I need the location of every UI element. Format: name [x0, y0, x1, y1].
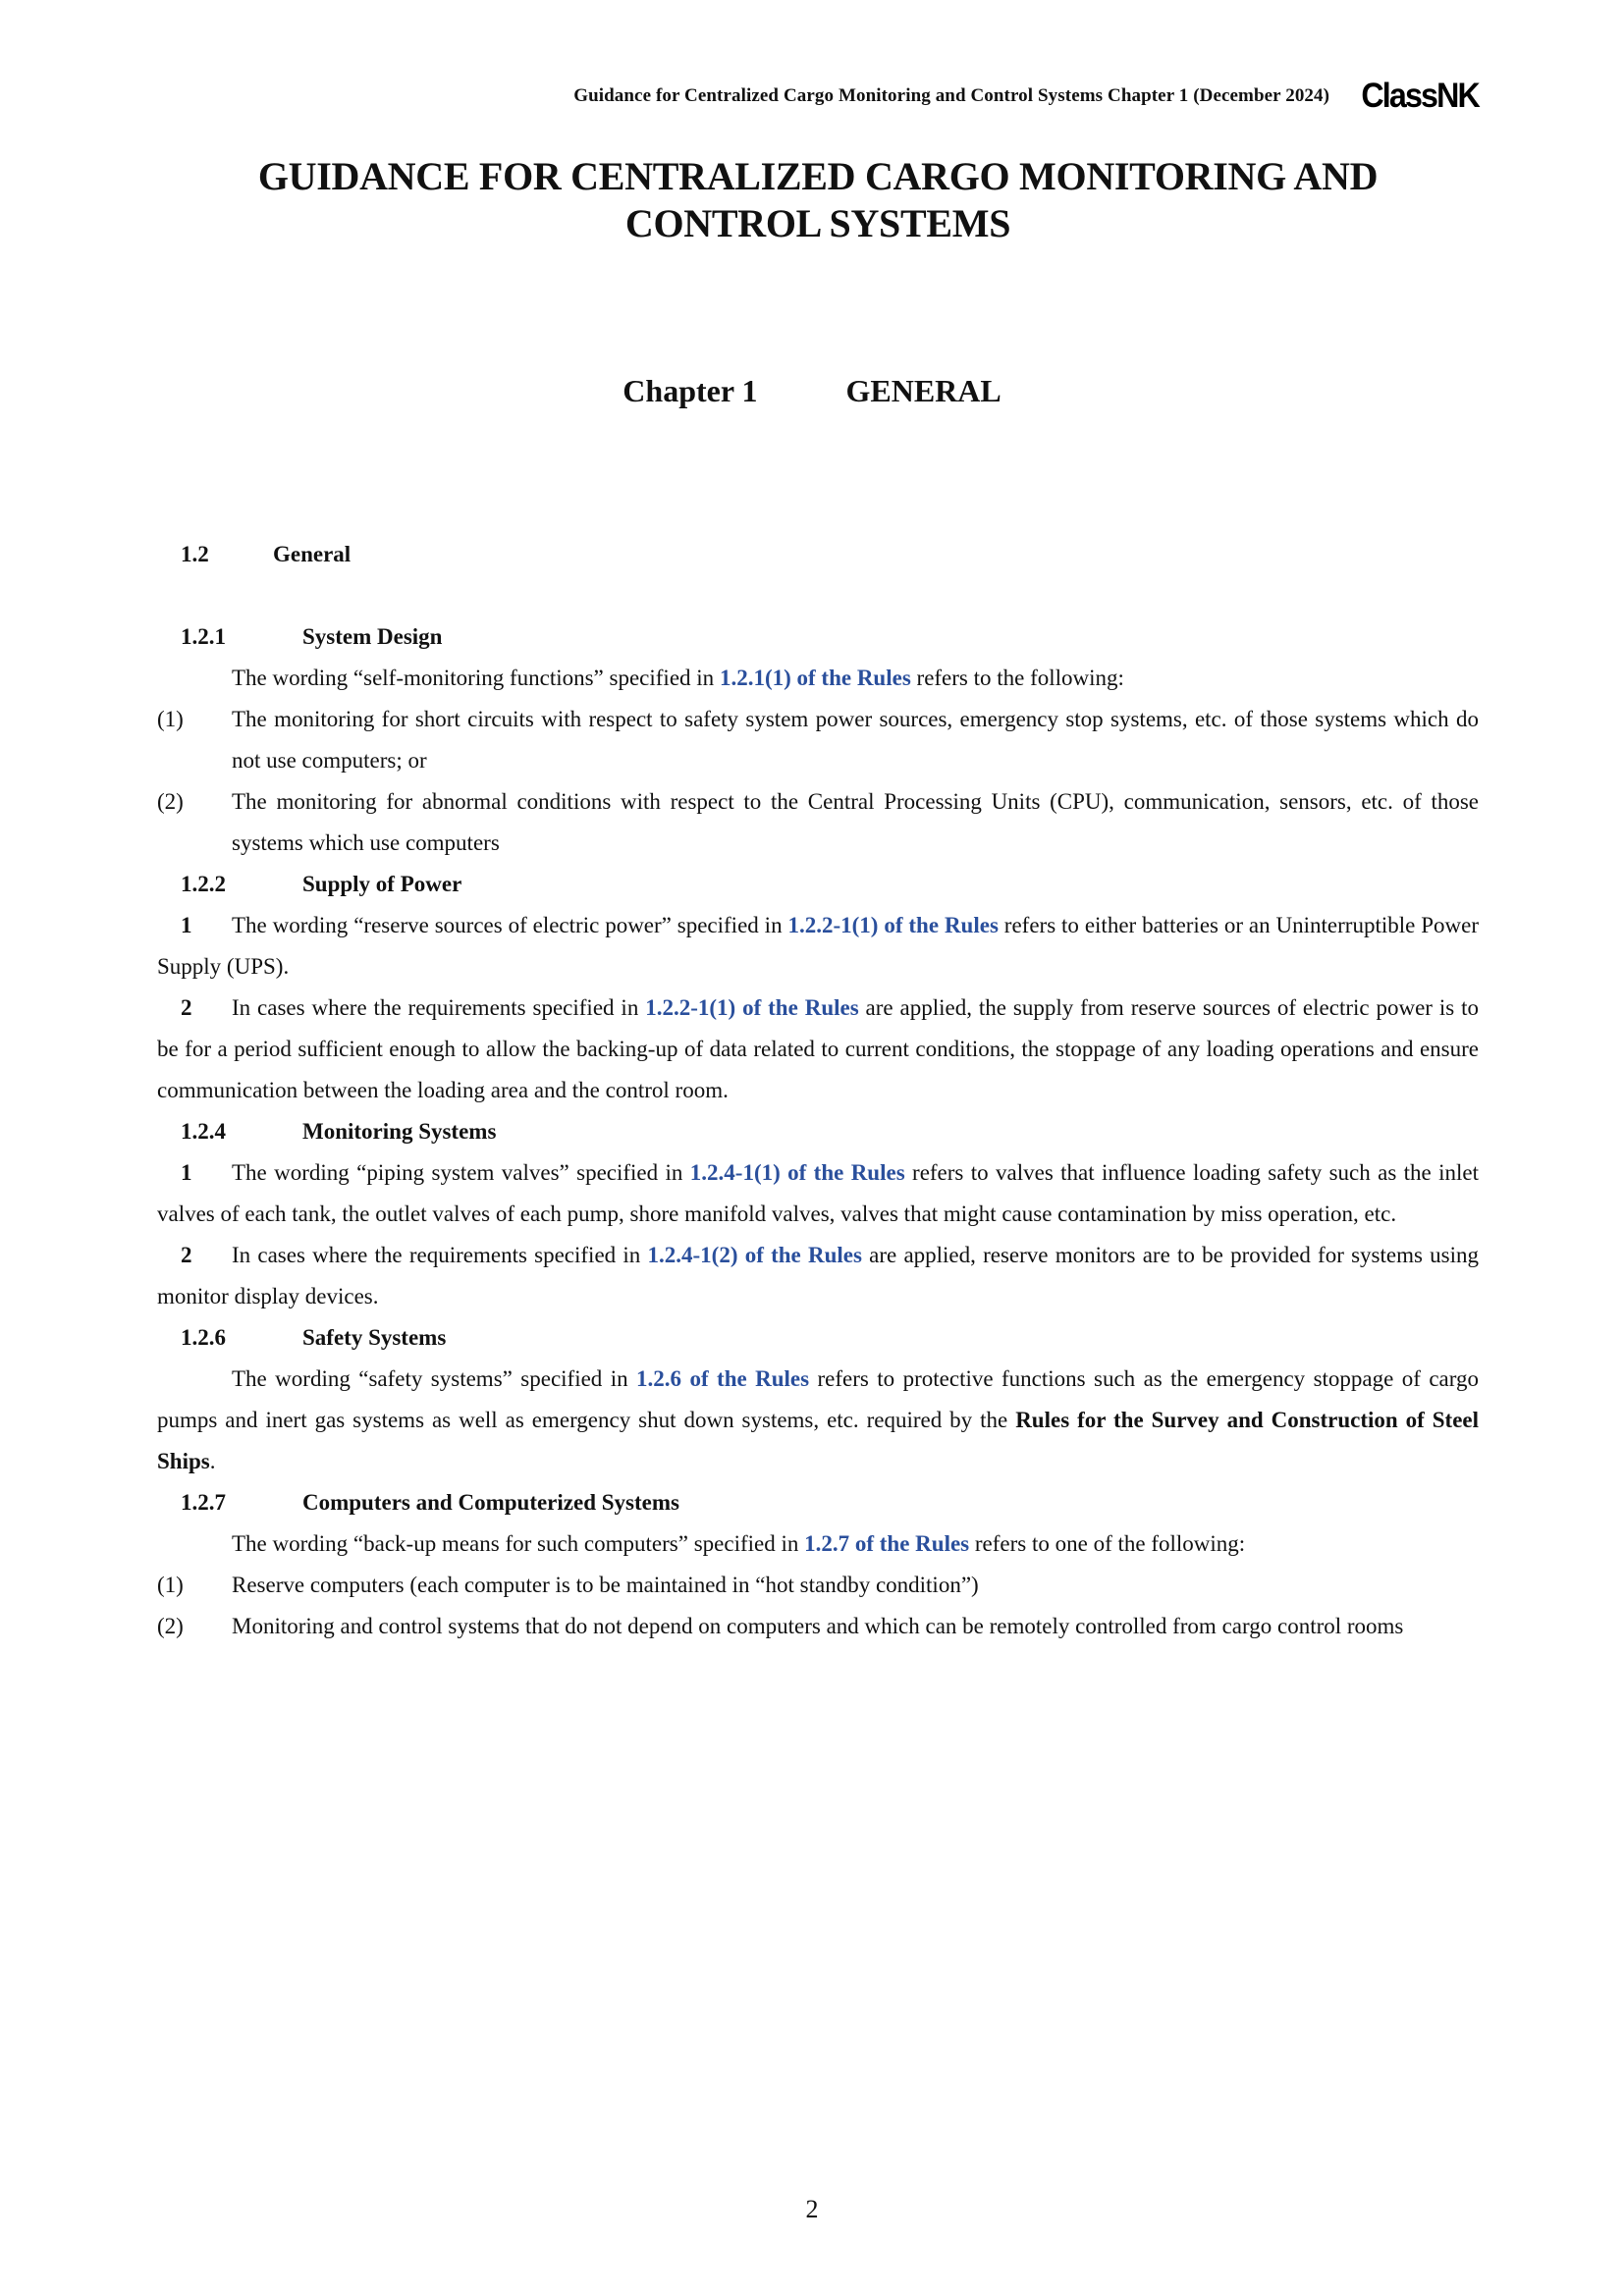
subsection-number: 1.2.7 — [181, 1490, 226, 1515]
paragraph — [157, 1359, 1479, 1482]
subsection-title: Monitoring Systems — [302, 1119, 497, 1144]
subsection-number: 1.2.2 — [181, 872, 226, 896]
paragraph — [157, 658, 1479, 699]
text: refers to either batteries or an Uninterruptible Power Supply (UPS). — [157, 913, 1479, 979]
list-label: (1) — [157, 707, 184, 731]
text: The wording “self-monitoring functions” specified in — [232, 666, 720, 690]
text: The wording “safety systems” specified in — [232, 1366, 637, 1391]
chapter-number: Chapter 1 — [623, 373, 758, 408]
section-number: 1.2 — [181, 542, 209, 566]
rules-reference-link[interactable]: 1.2.4-1(2) of the Rules — [647, 1243, 862, 1267]
list-item — [157, 781, 1479, 864]
subsection-heading-1-2-6 — [157, 1317, 1479, 1359]
paragraph-number: 2 — [181, 1243, 192, 1267]
paragraph-number: 1 — [181, 913, 192, 937]
text: The wording “reserve sources of electric power” specified in — [232, 913, 788, 937]
text: refers to one of the following: — [969, 1531, 1246, 1556]
numbered-paragraph — [157, 1152, 1479, 1235]
chapter-name: GENERAL — [845, 373, 1001, 408]
rules-reference-link[interactable]: 1.2.6 of the Rules — [636, 1366, 810, 1391]
running-title: Guidance for Centralized Cargo Monitoring and Control Systems Chapter 1 (December 2024) — [573, 85, 1330, 106]
list-item — [157, 1565, 1479, 1606]
text: The wording “piping system valves” specified in — [232, 1160, 690, 1185]
subsection-number: 1.2.6 — [181, 1325, 226, 1350]
chapter-heading — [0, 373, 1624, 409]
subsection-heading-1-2-2 — [157, 864, 1479, 905]
numbered-paragraph — [157, 988, 1479, 1111]
rules-reference-link[interactable]: 1.2.2-1(1) of the Rules — [645, 995, 859, 1020]
text: In cases where the requirements specified in — [232, 995, 646, 1020]
numbered-paragraph — [157, 1235, 1479, 1317]
numbered-paragraph — [157, 905, 1479, 988]
rules-reference-link[interactable]: 1.2.4-1(1) of the Rules — [689, 1160, 905, 1185]
text: are applied, reserve monitors are to be provided for systems using monitor display devices. — [157, 1243, 1479, 1308]
text: are applied, the supply from reserve sources of electric power is to be for a period sufficient enough to allow the backing-up of data related to current conditions, the stoppage of any loading operations and ensure communication between the loading area and the control room. — [157, 995, 1479, 1102]
paragraph — [157, 1523, 1479, 1565]
subsection-title: Safety Systems — [302, 1325, 447, 1350]
section-title: General — [273, 542, 352, 566]
list-label: (1) — [157, 1573, 184, 1597]
list-text: Reserve computers (each computer is to be maintained in “hot standby condition”) — [232, 1573, 979, 1597]
text: In cases where the requirements specified in — [232, 1243, 648, 1267]
text: refers to valves that influence loading safety such as the inlet valves of each tank, the outlet valves of each pump, shore manifold valves, valves that might cause contamination by miss operation, etc. — [157, 1160, 1480, 1226]
list-text: The monitoring for abnormal conditions with respect to the Central Processing Units (CPU), communication, sensors, etc. of those systems which use computers — [232, 789, 1479, 855]
page-number: 2 — [805, 2195, 819, 2223]
subsection-number: 1.2.1 — [181, 624, 226, 649]
section-heading — [181, 542, 351, 567]
subsection-heading-1-2-7 — [157, 1482, 1479, 1523]
rules-reference-link[interactable]: 1.2.2-1(1) of the Rules — [787, 913, 999, 937]
rules-reference-link[interactable]: 1.2.7 of the Rules — [804, 1531, 970, 1556]
list-label: (2) — [157, 789, 184, 814]
subsection-title: Computers and Computerized Systems — [302, 1490, 679, 1515]
paragraph-number: 1 — [181, 1160, 192, 1185]
paragraph-number: 2 — [181, 995, 192, 1020]
list-item — [157, 699, 1479, 781]
rules-reference-link[interactable]: 1.2.1(1) of the Rules — [719, 666, 911, 690]
subsection-heading-1-2-1 — [157, 616, 1479, 658]
list-text: Monitoring and control systems that do not depend on computers and which can be remotely controlled from cargo control rooms — [232, 1614, 1404, 1638]
subsection-title: Supply of Power — [302, 872, 462, 896]
subsection-heading-1-2-4 — [157, 1111, 1479, 1152]
document-title: GUIDANCE FOR CENTRALIZED CARGO MONITORING AND CONTROL SYSTEMS — [257, 154, 1379, 245]
list-label: (2) — [157, 1614, 184, 1638]
subsection-title: System Design — [302, 624, 443, 649]
rules-title-reference: Rules for the Survey and Construction of Steel Ships — [157, 1408, 1479, 1473]
classnk-logo: ClassNK — [1361, 77, 1479, 115]
document-body — [157, 616, 1479, 1647]
text: . — [209, 1449, 216, 1473]
list-text: The monitoring for short circuits with respect to safety system power sources, emergency stop systems, etc. of those systems which do not use computers; or — [232, 707, 1479, 773]
text: refers to protective functions such as the emergency stoppage of cargo pumps and inert gas systems as well as emergency shut down systems, etc. required by the — [157, 1366, 1479, 1432]
text: The wording “back-up means for such computers” specified in — [232, 1531, 805, 1556]
list-item — [157, 1606, 1479, 1647]
text: refers to the following: — [910, 666, 1124, 690]
running-header — [471, 77, 1479, 116]
subsection-number: 1.2.4 — [181, 1119, 226, 1144]
